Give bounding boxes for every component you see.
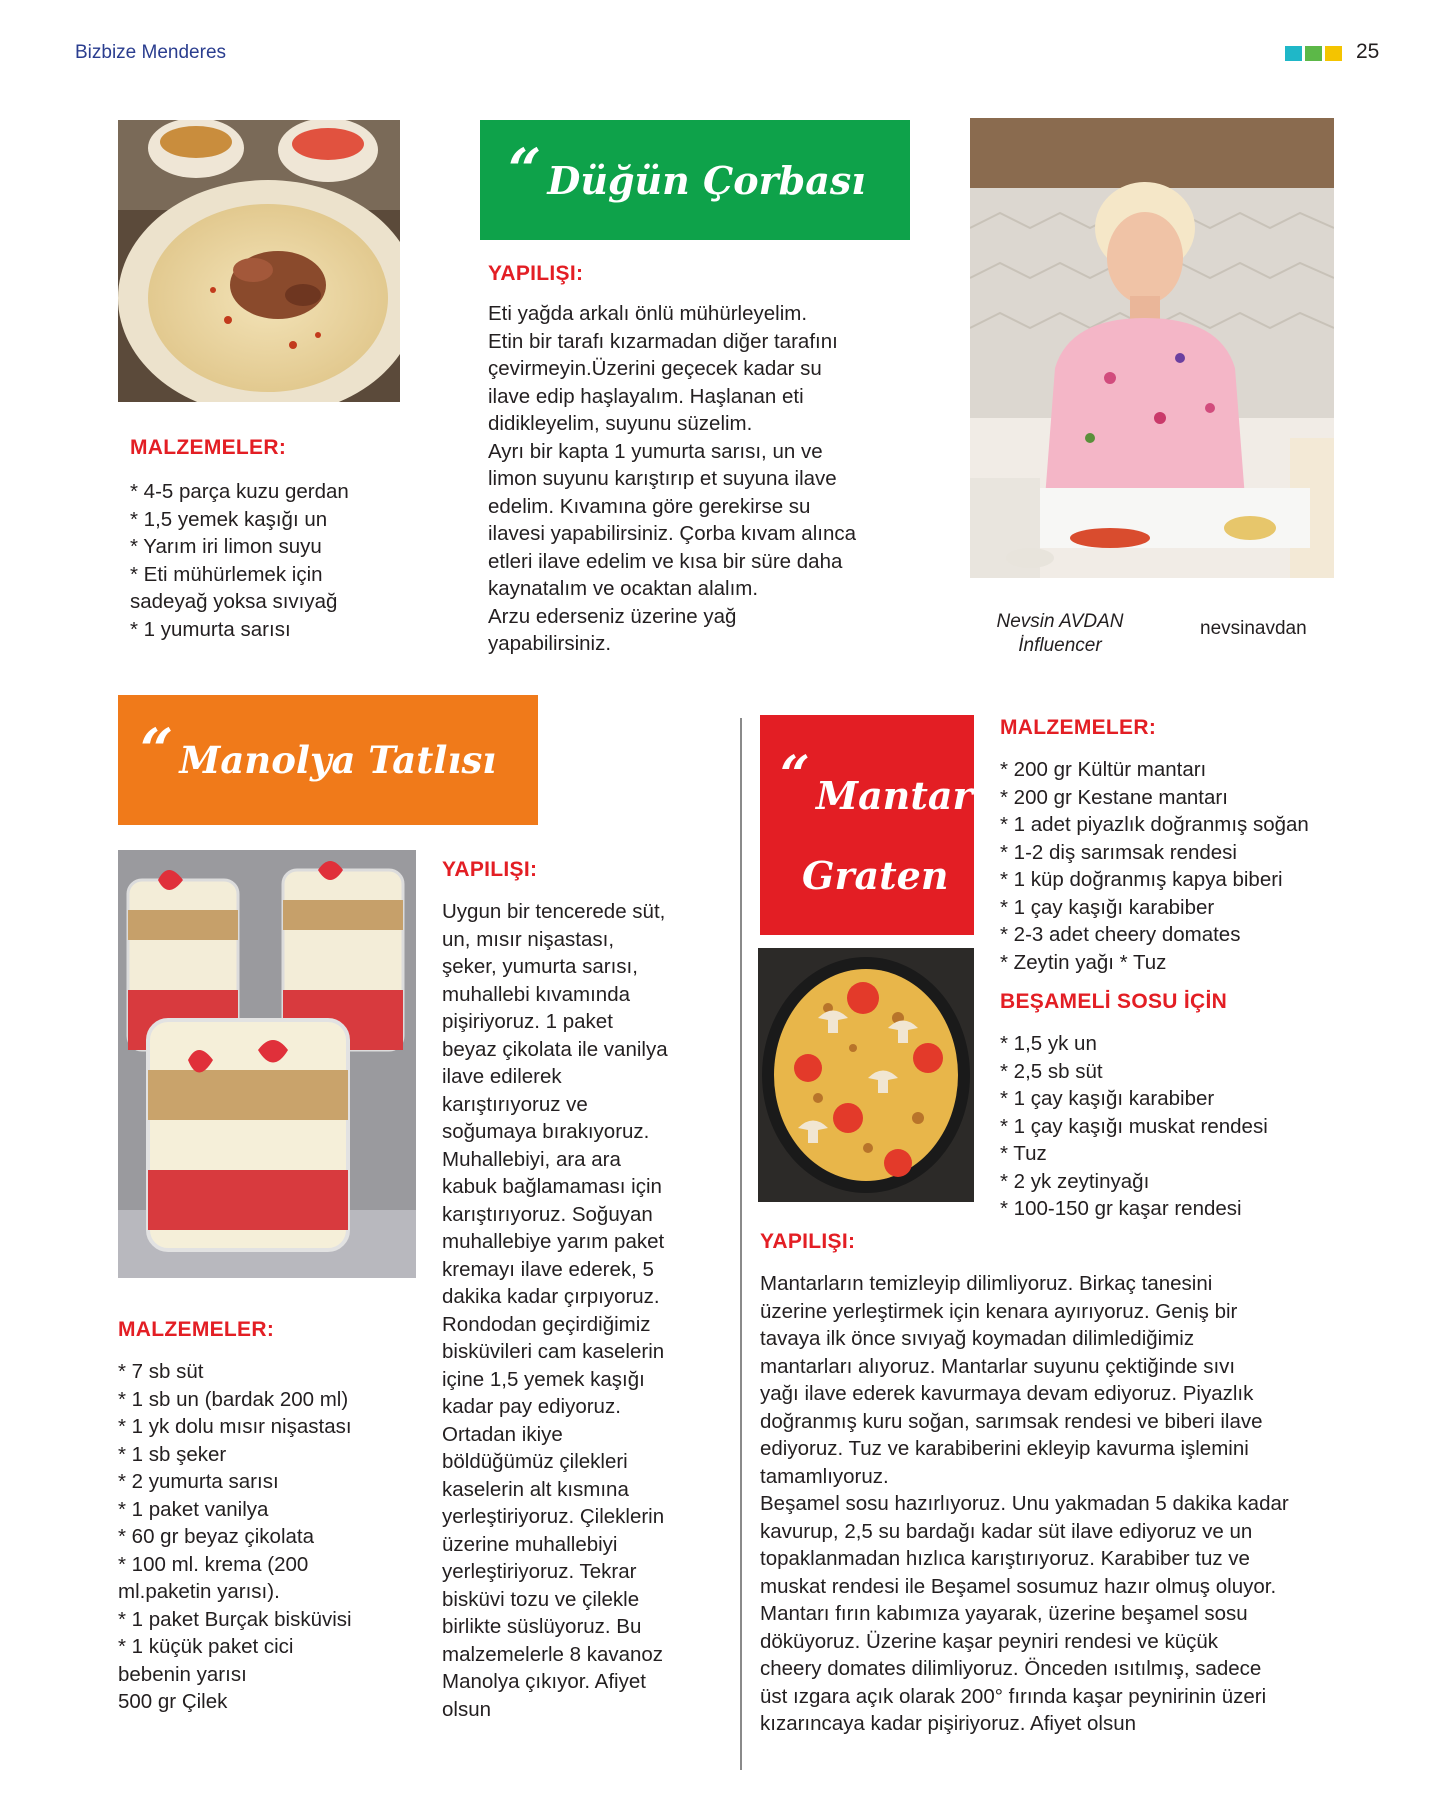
manolya-method-head: YAPILIŞI:	[442, 858, 538, 881]
mantar-title-line1: Mantar	[816, 773, 973, 818]
dugun-method-head: YAPILIŞI:	[488, 262, 584, 285]
influencer-role: İnfluencer	[1018, 635, 1102, 656]
header-color-squares	[1285, 46, 1345, 66]
mantar-ingredients: * 200 gr Kültür mantarı * 200 gr Kestane mantarı * 1 adet piyazlık doğranmış soğan * 1-2 diş sarımsak rendesi * 1 küp doğranmış kapya biberi * 1 çay kaşığı karabiber * 2-3 adet cheery domates * Zeytin yağı * Tuz	[1000, 758, 1309, 974]
dugun-title: Düğün Çorbası	[547, 157, 866, 203]
mantar-sauce-head: BEŞAMELİ SOSU İÇİN	[1000, 990, 1228, 1013]
column-divider	[740, 718, 742, 1770]
influencer-caption	[980, 610, 1140, 658]
dugun-title-box	[480, 120, 910, 240]
mantar-title-box	[760, 715, 974, 935]
manolya-title: Manolya Tatlısı	[179, 738, 497, 782]
manolya-method: Uygun bir tencerede süt, un, mısır nişastası, şeker, yumurta sarısı, muhallebi kıvamında pişiriyoruz. 1 paket beyaz çikolata ile vanilya ilave edilerek karıştırıyoruz ve soğumaya bırakıyoruz. Muhallebiyi, ara ara kabuk bağlamaması için karıştırıyoruz. Soğuyan muhallebiye yarım paket kremayı ilave ederek, 5 dakika kadar çırpıyoruz. Rondodan geçirdiğimiz bisküvileri cam kaselerin içine 1,5 yemek kaşığı kadar pay ediyoruz. Ortadan ikiye böldüğümüz çilekleri kaselerin alt kısmına yerleştiriyoruz. Çileklerin üzerine muhallebiyi yerleştiriyoruz. Tekrar bisküvi tozu ve çilekle birlikte süslüyoruz. Bu malzemelerle 8 kavanoz Manolya çıkıyor. Afiyet olsun	[442, 900, 668, 1721]
mantar-method-head: YAPILIŞI:	[760, 1230, 856, 1253]
quote-mark-icon: “	[140, 716, 174, 784]
square-yellow	[1325, 46, 1342, 61]
quote-mark-icon: “	[508, 136, 542, 204]
dessert-photo	[118, 850, 416, 1278]
mantar-title-line2: Graten	[802, 853, 949, 898]
dugun-method: Eti yağda arkalı önlü mühürleyelim. Etin bir tarafı kızarmadan diğer tarafını çevirmeyin.Üzerini geçecek kadar su ilave edip haşlayalım. Haşlanan eti didikleyelim, suyunu süzelim. Ayrı bir kapta 1 yumurta sarısı, un ve limon suyunu karıştırıp et suyuna ilave edelim. Kıvamına göre gerekirse su ilavesi yapabilirsiniz. Çorba kıvam alınca etleri ilave edelim ve kısa bir süre daha kaynatalım ve ocaktan alalım. Arzu ederseniz üzerine yağ yapabilirsiniz.	[488, 302, 857, 655]
mantar-method: Mantarların temizleyip dilimliyoruz. Birkaç tanesini üzerine yerleştirmek için kenara ayırıyoruz. Geniş bir tavaya ilk önce sıvıyağ koymadan dilimlediğimiz mantarları alıyoruz. Mantarlar suyunu çektiğinde sıvı yağı ilave ederek kavurmaya devam ediyoruz. Piyazlık doğranmış kuru soğan, sarımsak rendesi ve biberi ilave ediyoruz. Tuz ve karabiberini ekleyip kavurma işlemini tamamlıyoruz. Beşamel sosu hazırlıyoruz. Unu yakmadan 5 dakika kadar kavurup, 2,5 su bardağı kadar süt ilave ediyoruz ve un topaklanmadan hızlıca karıştırıyoruz. Karabiber tuz ve muskat rendesi ile Beşamel sosumuz hazır olmuş oluyor. Mantarı fırın kabımıza yayarak, üzerine beşamel sosu döküyoruz. Üzerine kaşar peyniri rendesi ve küçük cheery domates dilimliyoruz. Önceden ısıtılmış, sadece üst ızgara açık olarak 200° fırında kaşar peynirinin üzeri kızarıncaya kadar pişiriyoruz. Afiyet olsun	[760, 1272, 1289, 1735]
dugun-ingredients-head: MALZEMELER:	[130, 436, 287, 459]
dugun-ingredients: * 4-5 parça kuzu gerdan * 1,5 yemek kaşığı un * Yarım iri limon suyu * Eti mühürlemek için sadeyağ yoksa sıvıyağ * 1 yumurta sarısı	[130, 480, 349, 641]
mantar-sauce: * 1,5 yk un * 2,5 sb süt * 1 çay kaşığı karabiber * 1 çay kaşığı muskat rendesi * Tuz * 2 yk zeytinyağı * 100-150 gr kaşar rendesi	[1000, 1032, 1268, 1220]
manolya-ingredients: * 7 sb süt * 1 sb un (bardak 200 ml) * 1 yk dolu mısır nişastası * 1 sb şeker * 2 yumurta sarısı * 1 paket vanilya * 60 gr beyaz çikolata * 100 ml. krema (200 ml.paketin yarısı). * 1 paket Burçak bisküvisi * 1 küçük paket cici bebenin yarısı 500 gr Çilek	[118, 1360, 352, 1713]
influencer-photo	[970, 118, 1334, 578]
manolya-ingredients-head: MALZEMELER:	[118, 1318, 275, 1341]
magazine-name: Bizbize Menderes	[75, 42, 227, 63]
square-cyan	[1285, 46, 1302, 61]
soup-photo	[118, 120, 400, 402]
gratin-photo	[758, 948, 974, 1202]
manolya-title-box	[118, 695, 538, 825]
square-green	[1305, 46, 1322, 61]
quote-mark-icon: “	[780, 745, 810, 806]
influencer-name: Nevsin AVDAN	[996, 611, 1124, 632]
page-number: 25	[1356, 40, 1380, 63]
mantar-ingredients-head: MALZEMELER:	[1000, 716, 1157, 739]
influencer-handle: nevsinavdan	[1200, 618, 1307, 639]
